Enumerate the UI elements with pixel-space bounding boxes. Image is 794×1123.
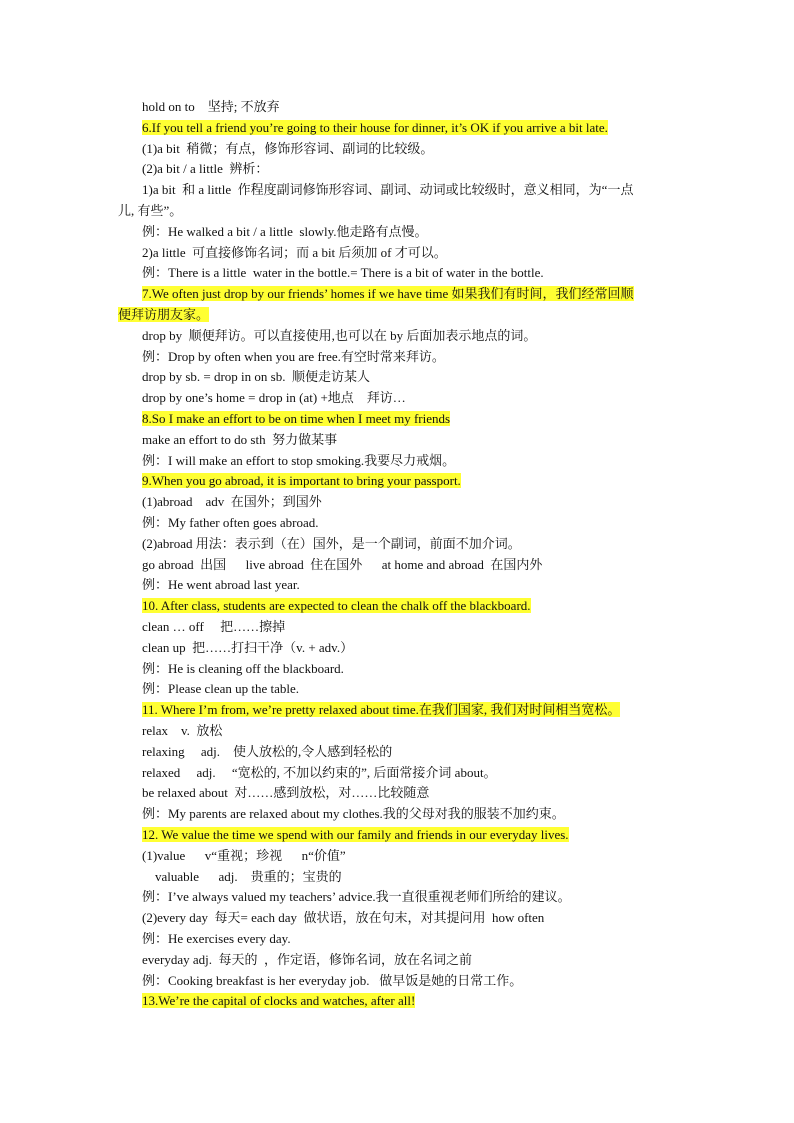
example-line: 例：He exercises every day. [142, 931, 291, 946]
text-line: valuable adj. 贵重的；宝贵的 [142, 869, 342, 884]
example-line: 例：Drop by often when you are free.有空时常来拜访。 [142, 349, 445, 364]
example-line: 例：There is a little water in the bottle.= There is a bit of water in the bottle. [142, 265, 544, 280]
example-line: 例：Please clean up the table. [142, 681, 300, 696]
example-line: 例：My parents are relaxed about my clothes.我的父母对我的服装不加约束。 [142, 806, 565, 821]
highlighted-sentence: 8.So I make an effort to be on time when I meet my friends [142, 411, 451, 426]
text-line: clean up 把……打扫干净（v. + adv.） [142, 640, 354, 655]
highlighted-sentence: 6.If you tell a friend you’re going to their house for dinner, it’s OK if you arrive a bit late. [142, 120, 608, 135]
text-line: relax v. 放松 [142, 723, 223, 738]
highlighted-sentence: 9.When you go abroad, it is important to bring your passport. [142, 473, 461, 488]
highlighted-sentence: 7.We often just drop by our friends’ homes if we have time 如果我们有时间，我们经常回顺 [142, 286, 634, 301]
text-line: (2)every day 每天= each day 做状语，放在句末，对其提问用 how often [142, 910, 545, 925]
text-line: make an effort to do sth 努力做某事 [142, 432, 338, 447]
text-line: drop by one’s home = drop in (at) +地点 拜访… [142, 390, 406, 405]
text-line: drop by 顺便拜访。可以直接使用,也可以在 by 后面加表示地点的词。 [142, 328, 537, 343]
example-line: 例：My father often goes abroad. [142, 515, 319, 530]
highlighted-sentence: 便拜访朋友家。 [118, 307, 210, 322]
example-line: 例：He is cleaning off the blackboard. [142, 661, 344, 676]
highlighted-sentence: 13.We’re the capital of clocks and watches, after all! [142, 993, 416, 1008]
highlighted-sentence: 12. We value the time we spend with our family and friends in our everyday lives. [142, 827, 569, 842]
text-line: relaxed adj. “宽松的, 不加以约束的”, 后面常接介词 about。 [142, 765, 497, 780]
text-line: 2)a little 可直接修饰名词；而 a bit 后须加 of 才可以。 [142, 245, 447, 260]
text-line: drop by sb. = drop in on sb. 顺便走访某人 [142, 369, 370, 384]
text-line: go abroad 出国 live abroad 住在国外 at home and abroad 在国内外 [142, 557, 543, 572]
text-line: hold on to 坚持; 不放弃 [142, 99, 280, 114]
text-line: (1)abroad adv 在国外；到国外 [142, 494, 322, 509]
text-line: relaxing adj. 使人放松的,令人感到轻松的 [142, 744, 393, 759]
text-line: 儿, 有些”。 [118, 203, 183, 218]
example-line: 例：Cooking breakfast is her everyday job. 做早饭是她的日常工作。 [142, 973, 523, 988]
text-line: be relaxed about 对……感到放松，对……比较随意 [142, 785, 430, 800]
text-line: (2)abroad 用法：表示到（在）国外，是一个副词，前面不加介词。 [142, 536, 521, 551]
example-line: 例：I’ve always valued my teachers’ advice.我一直很重视老师们所给的建议。 [142, 889, 571, 904]
text-line: (2)a bit / a little 辨析： [142, 161, 269, 176]
text-line: (1)a bit 稍微；有点，修饰形容词、副词的比较级。 [142, 141, 434, 156]
text-line: everyday adj. 每天的 ，作定语，修饰名词，放在名词之前 [142, 952, 473, 967]
text-line: clean … off 把……擦掉 [142, 619, 286, 634]
example-line: 例：He went abroad last year. [142, 577, 300, 592]
highlighted-sentence: 10. After class, students are expected to clean the chalk off the blackboard. [142, 598, 531, 613]
text-line: 1)a bit 和 a little 作程度副词修饰形容词、副词、动词或比较级时，意义相同，为“一点 [142, 182, 634, 197]
example-line: 例：I will make an effort to stop smoking.我要尽力戒烟。 [142, 453, 456, 468]
example-line: 例：He walked a bit / a little slowly.他走路有点慢。 [142, 224, 428, 239]
highlighted-sentence: 11. Where I’m from, we’re pretty relaxed about time.在我们国家, 我们对时间相当宽松。 [142, 702, 621, 717]
text-line: (1)value v“重视；珍视 n“价值” [142, 848, 346, 863]
